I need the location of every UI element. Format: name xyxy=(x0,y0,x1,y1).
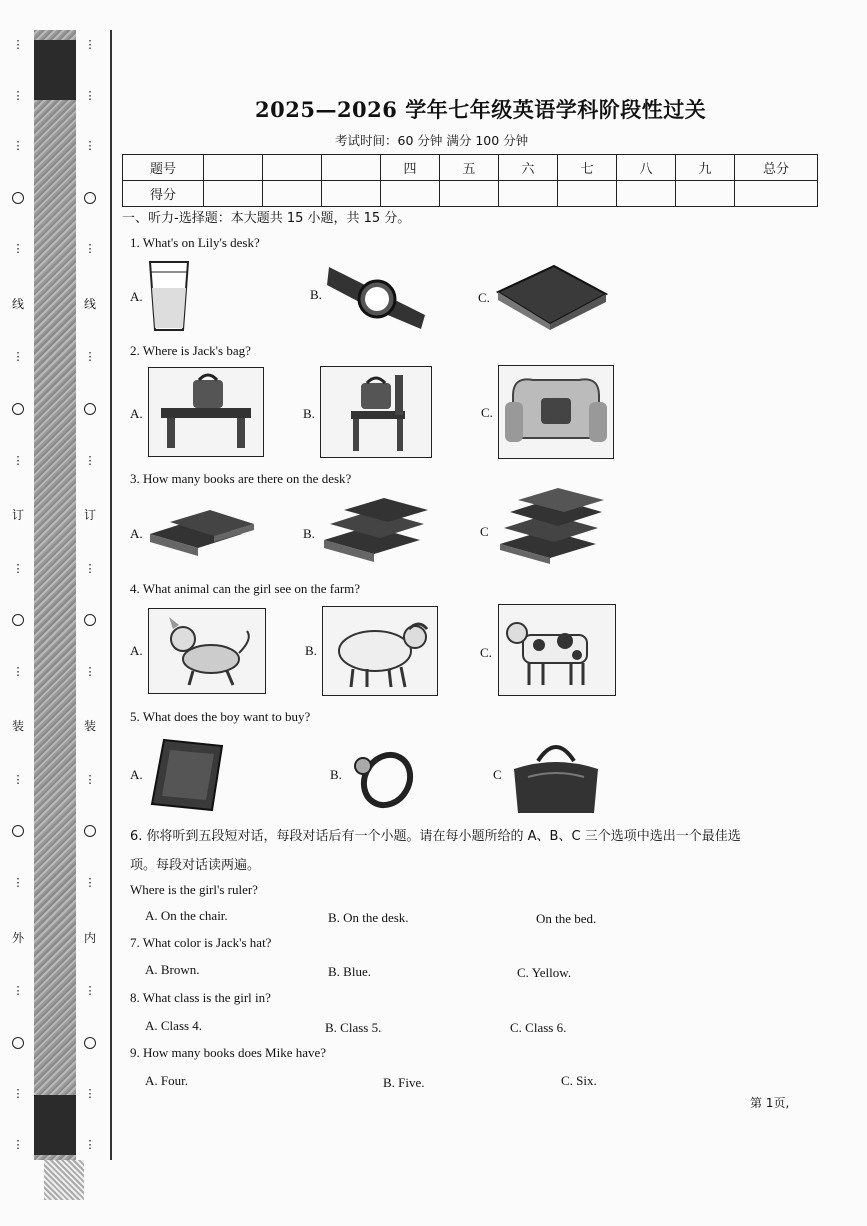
col-header: 七 xyxy=(558,155,617,181)
bag-on-sofa-icon xyxy=(498,365,614,459)
score-cell xyxy=(617,181,676,207)
question-2: 2. Where is Jack's bag? xyxy=(130,343,251,358)
page-title: 2025—2026 学年七年级英语学科阶段性过关 xyxy=(255,97,707,122)
col-header xyxy=(322,155,381,181)
exam-info: 考试时间：60 分钟 满分 100 分钟 xyxy=(335,133,529,148)
four-books-icon xyxy=(496,488,608,564)
sheep-icon xyxy=(322,606,438,696)
score-cell xyxy=(735,181,818,207)
col-header: 总分 xyxy=(735,155,818,181)
three-books-icon xyxy=(320,496,432,562)
option-letter: A. xyxy=(130,526,143,541)
score-cell xyxy=(322,181,381,207)
option-b: B. Class 5. xyxy=(325,1020,382,1035)
row-label: 题号 xyxy=(123,155,204,181)
option-letter: B. xyxy=(305,643,317,658)
option-letter: B. xyxy=(303,406,315,421)
page-number: 第 1页, xyxy=(750,1096,790,1110)
row-label: 得分 xyxy=(123,181,204,207)
option-letter: B. xyxy=(303,526,315,541)
option-letter: A. xyxy=(130,289,143,304)
inner-label-nei: 内 xyxy=(83,930,96,945)
dog-icon xyxy=(148,608,266,694)
bag-on-desk-icon xyxy=(148,367,264,457)
question-7-stem: 7. What color is Jack's hat? xyxy=(130,935,272,950)
glass-icon xyxy=(146,258,192,334)
question-1: 1. What's on Lily's desk? xyxy=(130,235,260,250)
score-cell xyxy=(440,181,499,207)
option-b: B. Five. xyxy=(383,1075,425,1090)
binding-margin xyxy=(0,30,112,1160)
question-6-stem: Where is the girl's ruler? xyxy=(130,882,258,897)
option-a: A. Four. xyxy=(145,1073,188,1088)
col-header xyxy=(204,155,263,181)
question-9-stem: 9. How many books does Mike have? xyxy=(130,1045,327,1060)
outer-label-bind: 订 xyxy=(11,508,24,523)
score-cell xyxy=(263,181,322,207)
option-c: C. Six. xyxy=(561,1073,597,1088)
col-header: 五 xyxy=(440,155,499,181)
watch-icon xyxy=(325,257,429,331)
cow-icon xyxy=(498,604,616,696)
col-header xyxy=(263,155,322,181)
score-table xyxy=(122,154,818,207)
option-b: B. On the desk. xyxy=(328,910,409,925)
option-letter: C. xyxy=(478,290,490,305)
inner-label-line: 线 xyxy=(83,296,96,311)
outer-label-wai: 外 xyxy=(11,930,24,945)
score-cell xyxy=(499,181,558,207)
option-letter: B. xyxy=(310,287,322,302)
section-heading: 一、听力-选择题：本大题共 15 小题，共 15 分。 xyxy=(122,211,411,226)
scan-noise xyxy=(44,1160,84,1200)
table-row xyxy=(123,155,818,181)
book-icon xyxy=(496,262,608,330)
score-cell xyxy=(381,181,440,207)
col-header: 九 xyxy=(676,155,735,181)
question-6-instruction-cont: 项。每段对话读两遍。 xyxy=(130,858,261,873)
inner-label-bind: 订 xyxy=(83,508,96,523)
option-letter: C. xyxy=(481,405,493,420)
bag-under-chair-icon xyxy=(320,366,432,458)
col-header: 八 xyxy=(617,155,676,181)
question-3: 3. How many books are there on the desk? xyxy=(130,471,352,486)
inner-label-zhuang: 装 xyxy=(83,719,96,734)
option-a: A. On the chair. xyxy=(145,908,228,923)
question-4: 4. What animal can the girl see on the farm? xyxy=(130,581,361,596)
col-header: 四 xyxy=(381,155,440,181)
option-letter: C xyxy=(493,767,502,782)
question-8-stem: 8. What class is the girl in? xyxy=(130,990,271,1005)
two-books-icon xyxy=(146,504,260,556)
option-c: C. Class 6. xyxy=(510,1020,567,1035)
option-letter: C. xyxy=(480,645,492,660)
handbag-icon xyxy=(510,737,602,817)
score-cell xyxy=(676,181,735,207)
option-letter: B. xyxy=(330,767,342,782)
ring-icon xyxy=(347,740,415,810)
score-cell xyxy=(204,181,263,207)
score-cell xyxy=(558,181,617,207)
option-letter: A. xyxy=(130,643,143,658)
option-letter: C xyxy=(480,524,489,539)
table-row xyxy=(123,181,818,207)
outer-label-zhuang: 装 xyxy=(11,719,24,734)
col-header: 六 xyxy=(499,155,558,181)
option-c: C. Yellow. xyxy=(517,965,572,980)
option-b: B. Blue. xyxy=(328,964,371,979)
option-a: A. Brown. xyxy=(145,962,200,977)
question-6-instruction: 6. 你将听到五段短对话，每段对话后有一个小题。请在每小题所给的 A、B、C 三个选项中选出一个最佳选 xyxy=(130,829,741,844)
option-a: A. Class 4. xyxy=(145,1018,203,1033)
option-letter: A. xyxy=(130,406,143,421)
inner-cut-line: ⋮ ⋮ ⋮ ⋮ 线 ⋮ ⋮ 订 ⋮ ⋮ 装 ⋮ ⋮ 内 ⋮ ⋮ ⋮ xyxy=(83,39,96,1151)
option-letter: A. xyxy=(130,767,143,782)
book-icon xyxy=(150,738,224,812)
outer-cut-line: ⋮ ⋮ ⋮ ⋮ 线 ⋮ ⋮ 订 ⋮ ⋮ 装 ⋮ ⋮ 外 ⋮ ⋮ ⋮ xyxy=(11,39,24,1151)
question-5: 5. What does the boy want to buy? xyxy=(130,709,311,724)
binding-shade xyxy=(34,30,76,1160)
outer-label-line: 线 xyxy=(11,296,24,311)
option-c: On the bed. xyxy=(536,911,597,926)
